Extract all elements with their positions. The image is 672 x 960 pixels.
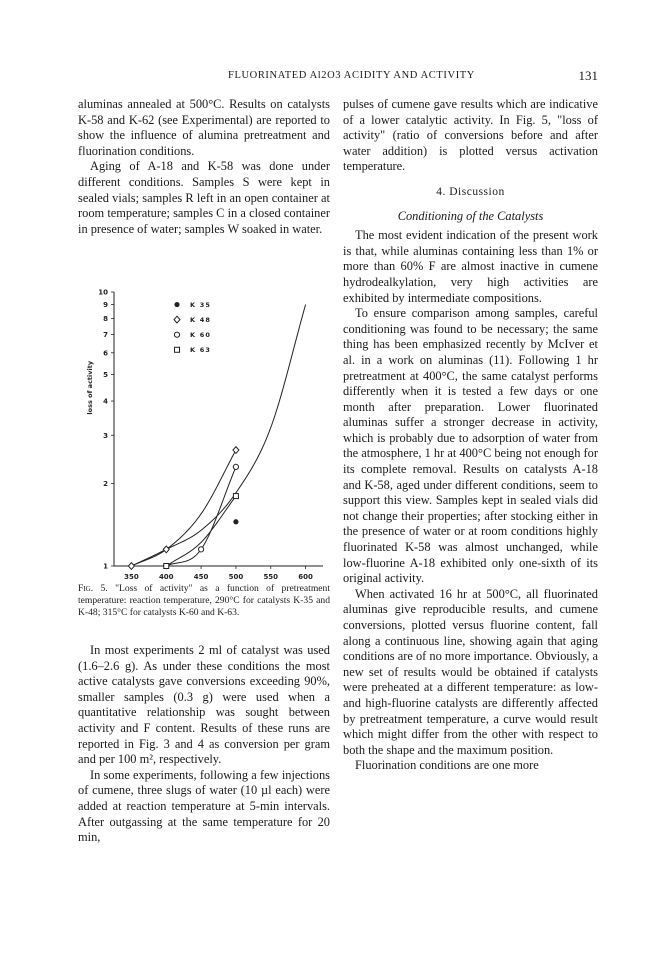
data-point: [233, 494, 238, 499]
figure-caption: [78, 583, 330, 620]
paragraph: The most evident indication of the present work is that, while aluminas containing less than 1% or more than 60% F are almost inactive in cumene hydrodealkylation, very high activities are exhibited by intermediate compositions.: [343, 228, 598, 305]
x-tick-label: 450: [193, 573, 209, 580]
legend-entry: K 63: [190, 346, 212, 355]
y-axis-label: loss of activity: [86, 360, 94, 415]
fit-curve-1: [131, 305, 305, 566]
legend-marker: [174, 316, 180, 323]
figure-5: [78, 284, 338, 580]
data-point: [198, 547, 203, 552]
data-point: [128, 563, 134, 570]
caption-text: "Loss of activity" as a function of pretreatment temperature: reaction temperature, 290°C for catalysts K-35 and K-48; 315°C for catalysts K-60 and K-63.: [78, 583, 331, 619]
legend-marker: [175, 347, 180, 352]
left-column-top: [78, 97, 330, 237]
paragraph: In some experiments, following a few injections of cumene, three slugs of water (10 µl each) were added at reaction temperature at 5-min intervals. After outgassing at the same temperature for 20 min,: [78, 767, 330, 845]
y-tick-label: 9: [103, 301, 108, 310]
y-tick-label: 7: [103, 330, 108, 339]
y-tick-label: 8: [103, 315, 108, 324]
x-tick-label: 400: [158, 573, 174, 580]
x-tick-label: 350: [124, 573, 139, 580]
y-tick-label: 3: [103, 431, 108, 440]
loss-of-activity-chart: [78, 284, 338, 580]
y-tick-label: 6: [103, 349, 108, 358]
paragraph: Aging of A-18 and K-58 was done under different conditions. Samples S were kept in sealed vials; samples R left in an open container at room temperature; samples C in a closed container in presence of water; samples W soaked in water.: [78, 159, 330, 236]
y-tick-label: 5: [103, 370, 108, 379]
x-tick-label: 500: [228, 573, 244, 580]
paragraph: When activated 16 hr at 500°C, all fluorinated aluminas give reproducible results, and cumene conversions, plotted versus fluorine content, fall along a continuous line, showing again that aging conditions are of no more importance. Obviously, a new set of results would be obtained if catalysts were preheated at a different temperature: as low- and high-fluorine catalysts are differently affected by pretreatment temperature, a curve would result which might differ from the other with respect to both the shape and the maximum position.: [343, 586, 598, 757]
x-tick-label: 600: [298, 573, 313, 580]
data-point: [164, 564, 169, 569]
left-column-bottom: [78, 643, 330, 846]
paragraph: To ensure comparison among samples, careful conditioning was found to be necessary; the same thing has been emphasized recently by McIver et al. in a work on aluminas (11). Following 1 hr pretreatment at 400°C, the same catalyst performs differently when it is tested a few days or one month after preparation. Lower fluorinated aluminas suffer a stronger decrease in activity, which is probably due to adsorption of water from the atmosphere, 1 hr at 400°C being not enough for its complete removal. Results on catalysts A-18 and K-58, aged under different conditions, seem to support this view. Samples kept in sealed vials did not change their properties; after stocking either in the presence of water or at room conditions highly fluorinated K-58 was almost unchanged, while low-fluorine A-18 exhibited only one-sixth of its original activity.: [343, 306, 598, 586]
y-tick-label: 1: [103, 562, 108, 571]
right-column: [343, 97, 598, 774]
legend-marker: [174, 332, 179, 337]
data-point: [233, 447, 239, 454]
x-tick-label: 550: [263, 573, 279, 580]
legend-entry: K 48: [190, 316, 212, 325]
legend-entry: K 60: [190, 331, 212, 340]
paragraph: aluminas annealed at 500°C. Results on catalysts K-58 and K-62 (see Experimental) are reported to show the influence of alumina pretreatment and fluorination conditions.: [78, 97, 330, 158]
running-title: FLUORINATED Al2O3 ACIDITY AND ACTIVITY: [228, 70, 475, 81]
section-heading: 4. Discussion: [436, 185, 505, 198]
y-tick-label: 2: [103, 480, 108, 489]
caption-label: Fig. 5.: [78, 583, 108, 594]
legend-marker: [174, 302, 179, 307]
paragraph: In most experiments 2 ml of catalyst was used (1.6–2.6 g). As under these conditions the most active catalysts gave conversions exceeding 90%, smaller samples (0.3 g) were used when a quantitative relationship was sought between activity and F content. Results of these runs are reported in Fig. 3 and 4 as conversion per gram and per 100 m², respectively.: [78, 643, 330, 767]
y-tick-label: 10: [98, 288, 108, 297]
page-number: 131: [578, 68, 598, 83]
data-point: [233, 519, 238, 524]
data-point: [233, 464, 238, 469]
paragraph: pulses of cumene gave results which are indicative of a lower catalytic activity. In Fig. 5, "loss of activity" (ratio of conversions before and after water addition) is plotted versus activation temperature.: [343, 97, 598, 174]
running-header: [78, 70, 598, 86]
paragraph: Fluorination conditions are one more: [355, 758, 539, 773]
legend-entry: K 35: [190, 300, 212, 309]
y-tick-label: 4: [103, 397, 108, 406]
subsection-heading: Conditioning of the Catalysts: [397, 208, 544, 223]
data-point: [163, 546, 169, 553]
